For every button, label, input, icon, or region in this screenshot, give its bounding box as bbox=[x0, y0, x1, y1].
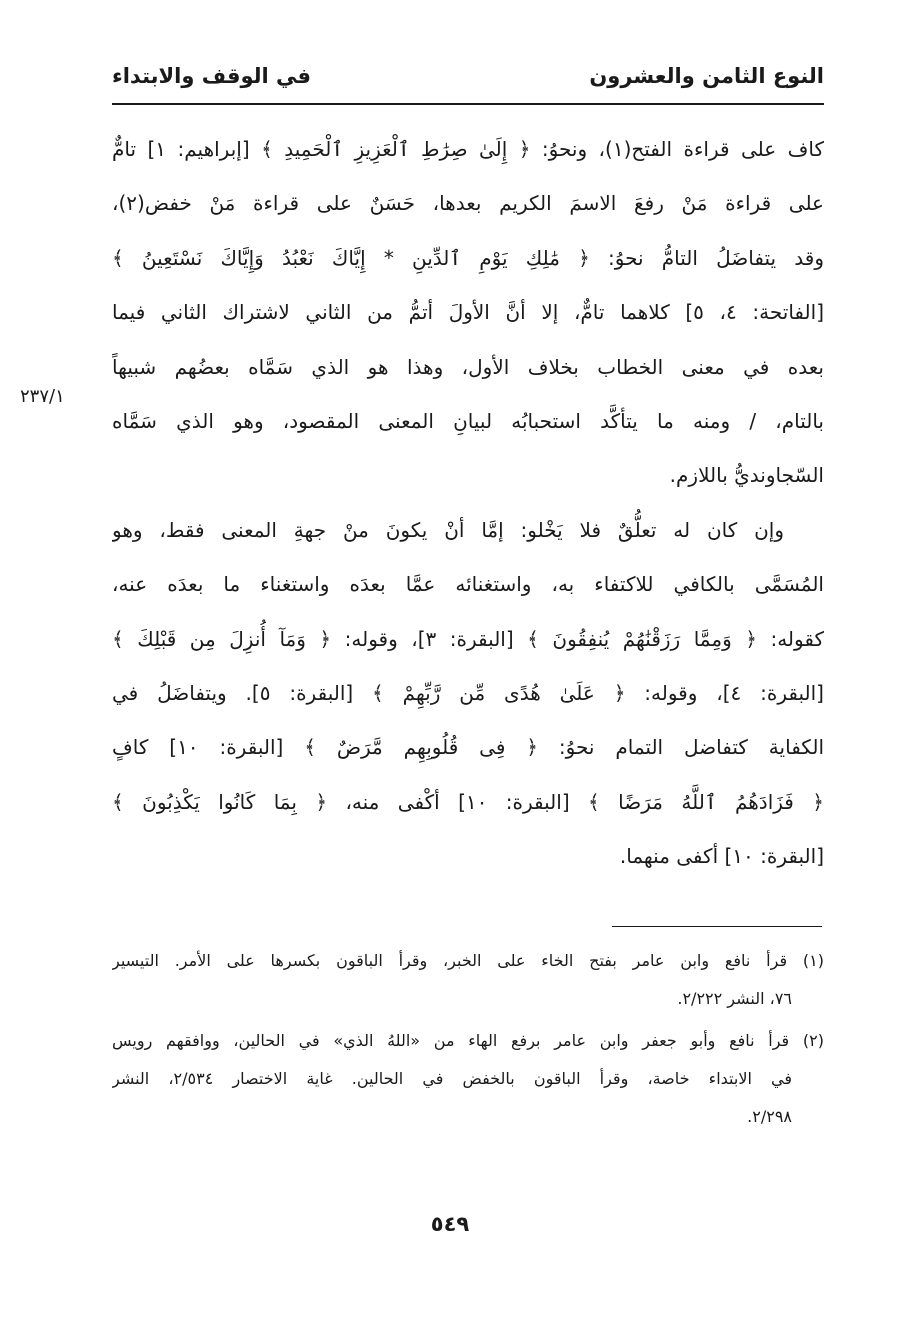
text-line: المُسَمَّى بالكافي للاكتفاء به، واستغنائه عمَّا بعدَه واستغناء ما بعدَه عنه، bbox=[112, 572, 824, 597]
footnote-line: ٢/٢٩٨. bbox=[747, 1107, 792, 1126]
footnote-line: (١) قرأ نافع وابن عامر بفتح الخاء على الخبر، وقرأ الباقون بكسرها على الأمر. التيسير bbox=[112, 951, 824, 970]
text-line: [البقرة: ١٠] أكفى منهما. bbox=[619, 844, 824, 869]
text-line: [البقرة: ٤]، وقوله: ﴿ عَلَىٰ هُدًى مِّن رَّبِّهِمْ ﴾ [البقرة: ٥]. ويتفاضَلُ في bbox=[112, 680, 824, 705]
text-line: على قراءة مَنْ رفعَ الاسمَ الكريم بعدها، حَسَنٌ على قراءة مَنْ خفض(٢)، bbox=[112, 191, 824, 216]
footnote-2 bbox=[112, 1022, 824, 1136]
header-rule bbox=[112, 103, 824, 105]
running-header bbox=[112, 56, 824, 96]
text-line: بعده في معنى الخطاب بخلاف الأول، وهذا هو الذي سَمَّاه بعضُهم شبيهاً bbox=[112, 354, 824, 379]
text-line: الكفاية كتفاضل التمام نحوُ: ﴿ فِى قُلُوبِهِم مَّرَضٌ ﴾ [البقرة: ١٠] كافٍ bbox=[112, 735, 824, 760]
text-line: السّجاونديُّ باللازم. bbox=[669, 463, 824, 488]
text-line: بالتام، / ومنه ما يتأكَّد استحبابُه لبيانِ المعنى المقصود، وهو الذي سَمَّاه bbox=[112, 408, 824, 433]
text-line: كاف على قراءة الفتح(١)، ونحوُ: ﴿ إِلَىٰ صِرَٰطِ ٱلْعَزِيزِ ٱلْحَمِيدِ ﴾ [إبراهيم: ١] تامٌّ bbox=[112, 137, 824, 161]
header-section-title: في الوقف والابتداء bbox=[112, 64, 312, 88]
header-chapter-title: النوع الثامن والعشرون bbox=[589, 64, 824, 88]
text-line: وإن كان له تعلُّقٌ فلا يَخْلو: إمَّا أنْ يكونَ منْ جهةِ المعنى فقط، وهو bbox=[112, 517, 784, 542]
paragraph-2 bbox=[112, 503, 824, 884]
page-number: ٥٤٩ bbox=[430, 1212, 470, 1236]
footnotes bbox=[112, 942, 824, 1140]
text-line: [الفاتحة: ٤، ٥] كلاهما تامٌّ، إلا أنَّ الأولَ أتمُّ من الثاني لاشتراك الثاني فيما bbox=[112, 300, 824, 325]
footnote-1 bbox=[112, 942, 824, 1018]
main-text bbox=[112, 122, 824, 883]
text-line: كقوله: ﴿ وَمِمَّا رَزَقْنَٰهُمْ يُنفِقُونَ ﴾ [البقرة: ٣]، وقوله: ﴿ وَمَآ أُنزِلَ مِن قَبْلِكَ ﴾ bbox=[112, 626, 824, 651]
text-line: ﴿ فَزَادَهُمُ ٱللَّهُ مَرَضًا ﴾ [البقرة: ١٠] أكْفى منه، ﴿ بِمَا كَانُوا يَكْذِبُونَ ﴾ bbox=[112, 789, 824, 814]
margin-page-reference: ٢٣٧/١ bbox=[20, 386, 65, 407]
text-line: وقد يتفاضَلُ التامُّ نحوُ: ﴿ مَٰلِكِ يَوْمِ ٱلدِّينِ * إِيَّاكَ نَعْبُدُ وَإِيَّاكَ نَسْتَعِينُ ﴾ bbox=[112, 245, 824, 270]
footnote-line: ٧٦، النشر ٢/٢٢٢. bbox=[677, 989, 792, 1008]
footnote-separator bbox=[612, 926, 822, 927]
paragraph-1 bbox=[112, 122, 824, 503]
footnote-line: في الابتداء خاصة، وقرأ الباقون بالخفض في الحالين. غاية الاختصار ٢/٥٣٤، النشر bbox=[112, 1069, 793, 1088]
footnote-line: (٢) قرأ نافع وأبو جعفر وابن عامر برفع الهاء من «اللهُ الذي» في الحالين، ووافقهم رويس bbox=[112, 1031, 824, 1050]
